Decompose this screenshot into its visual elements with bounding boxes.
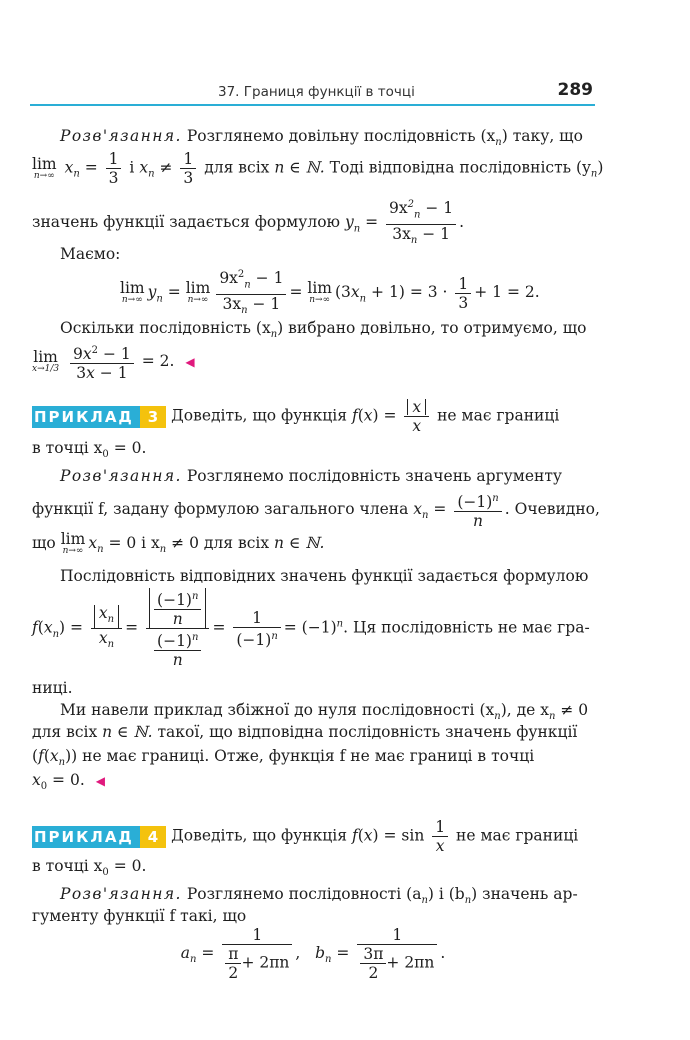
running-title: 37. Границя функції в точці (218, 84, 415, 100)
since-line: Оскільки послідовність $(x_n)$ вибрано довільно, то отримуємо, що (60, 319, 587, 341)
example-3-solution-line-2: функції f, задану формулою загального члена $x_n$ = $\frac{(-1)^n}{n}$ . Очевидно, (32, 490, 594, 530)
formula-f-xn: $f(x_n)$ = $\frac{x_n}{x_n}$ = $\frac{\frac{(-1)^n}{n}}{\frac{(-1)^n}{n}}$ = $\frac{1}{(-1)^n}$ = $(-1)^n$. Ця послідовність не має гра- (32, 588, 594, 678)
formula-final-limit: lim x→1/3 $\frac{9x^2 - 1}{3x - 1}$ = 2. ◀ (32, 342, 594, 384)
example-3-solution-line-3: що lim n→∞ $x_n = 0$ і $x_n \ne 0$ для всіх n ∈ ℕ. (32, 530, 325, 556)
solution-paragraph-1: Розв'язання. Розглянемо довільну послідовність $(x_n)$ таку, що (60, 127, 583, 149)
formula-an-bn: $a_n$ = 1 $\frac{\pi}{2}$ + 2πn , $b_n$ = 1 $\frac{3\pi}{2}$ + 2πn . (180, 926, 446, 982)
example-3-solution-line-1: Розв'язання. Розглянемо послідовність значень аргументу (60, 467, 563, 485)
example-3-solution-line-8: для всіх n ∈ ℕ. такої, що відповідна послідовність значень функції (32, 723, 578, 741)
example-3-badge: ПРИКЛАД 3 (32, 406, 166, 428)
example-3-solution-line-9: $(f(x_n))$ не має границі. Отже, функція f не має границі в точці (32, 747, 535, 769)
formula-limit-calc: lim n→∞ $y_n = \lim$ n→∞ $\frac{9x^2_n - 1}{3x_n - 1}$ = lim n→∞ $(3x_n + 1) = 3$ · $\frac{1}{3}$ + 1 = 2. (32, 266, 682, 306)
formula-limit-condition: lim n→∞ $x_n$ = $\frac{1}{3}$ і $x_n$ ≠ $\frac{1}{3}$ для всіх n ∈ ℕ. Тоді відповідна послідовність $(y_n)$ (32, 150, 604, 187)
example-3-solution-line-10: $x_0 = 0$. ◀ (32, 771, 105, 793)
example-4-solution-line-1: Розв'язання. Розглянемо послідовності $(a_n)$ і $(b_n)$ значень ар- (60, 885, 578, 907)
formula-yn: значень функції задається формулою $y_n$ = $\frac{9x^2_n - 1}{3x_n - 1}$ . (32, 196, 594, 236)
example-4-statement: ПРИКЛАД 4 Доведіть, що функція f(x) = sin $\frac{1}{x}$ не має границі (34, 818, 579, 855)
example-3-point: в точці $x_0 = 0$. (32, 439, 147, 461)
example-3-solution-line-4: Послідовність відповідних значень функції задається формулою (60, 567, 589, 585)
example-3-solution-line-6: ниці. (32, 679, 73, 697)
page-number: 289 (557, 80, 593, 100)
have-label: Маємо: (60, 245, 121, 263)
end-of-solution-icon: ◀ (95, 774, 105, 788)
header-rule (30, 104, 595, 106)
example-3-statement: ПРИКЛАД 3 Доведіть, що функція f(x) = $\frac{x}{x}$ не має границі (34, 398, 560, 435)
example-4-badge: ПРИКЛАД 4 (32, 826, 166, 848)
example-4-solution-line-2: гументу функції f такі, що (32, 907, 247, 925)
page-header (30, 78, 595, 106)
example-3-solution-line-7: Ми навели приклад збіжної до нуля послідовності $(x_n)$, де $x_n \ne 0$ (60, 701, 589, 723)
end-of-solution-icon: ◀ (185, 355, 195, 370)
example-4-point: в точці $x_0 = 0$. (32, 857, 147, 879)
